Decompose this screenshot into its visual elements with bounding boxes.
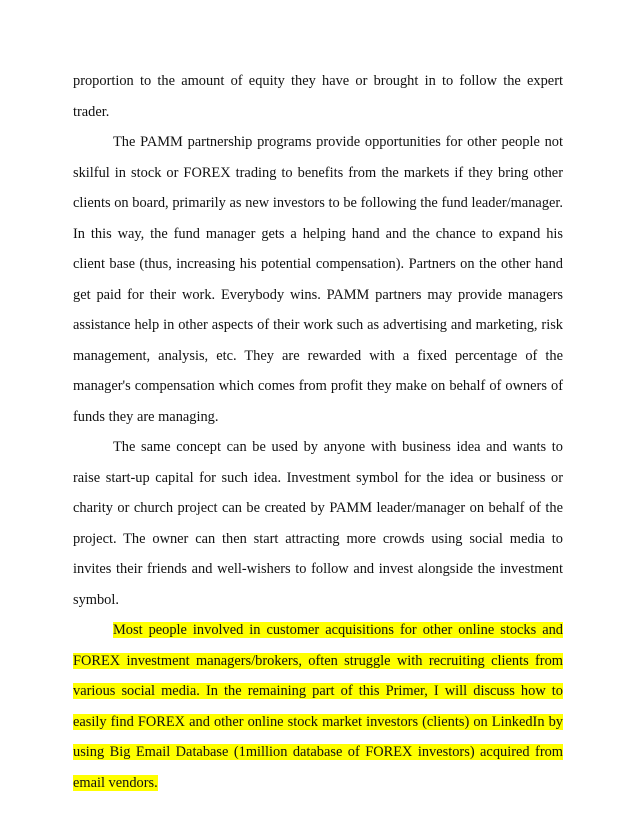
- paragraph-same-concept: [73, 432, 563, 615]
- document-page: [73, 66, 563, 798]
- paragraph-text: The PAMM partnership programs provide opportunities for other people not skilful in stock or FOREX trading to benefits from the markets if they bring other clients on board, primarily as new investors to be following the fund leader/manager. In this way, the fund manager gets a helping hand and the chance to expand his client base (thus, increasing his potential compensation). Partners on the other hand get paid for their work. Everybody wins. PAMM partners may provide managers assistance help in other aspects of their work such as advertising and marketing, risk management, analysis, etc. They are rewarded with a fixed percentage of the manager's compensation which comes from profit they make on behalf of owners of funds they are managing.: [73, 134, 563, 425]
- paragraph-text: The same concept can be used by anyone with business idea and wants to raise start-up capital for such idea. Investment symbol for the idea or business or charity or church project can be created by PAMM leader/manager on behalf of the project. The owner can then start attracting more crowds using social media to invites their friends and well-wishers to follow and invest alongside the investment symbol.: [73, 439, 563, 608]
- paragraph-text: proportion to the amount of equity they have or brought in to follow the expert trader.: [73, 73, 563, 120]
- paragraph-pamm-partnership: [73, 127, 563, 432]
- highlighted-text: Most people involved in customer acquisitions for other online stocks and FOREX investment managers/brokers, often struggle with recruiting clients from various social media. In the remaining part of this Primer, I will discuss how to easily find FOREX and other online stock market investors (clients) on LinkedIn by using Big Email Database (1million database of FOREX investors) acquired from email vendors.: [73, 622, 563, 791]
- paragraph-highlighted: [73, 615, 563, 798]
- paragraph-continuation: [73, 66, 563, 127]
